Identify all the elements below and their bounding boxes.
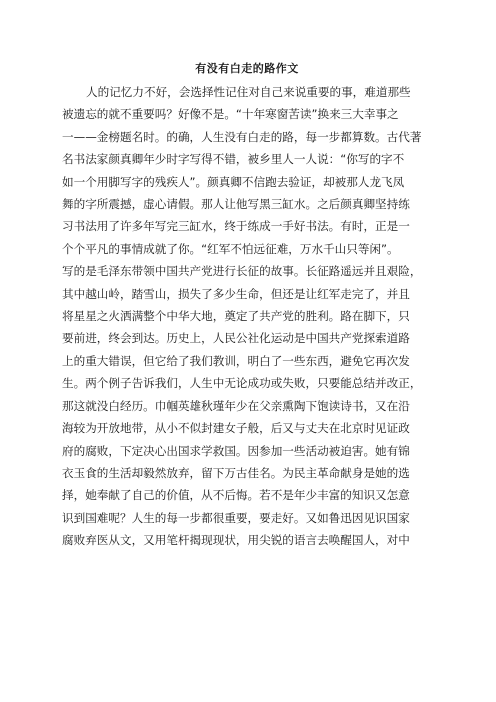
essay-line: 个个平凡的事情成就了你。“红军不怕远征难，万水千山只等闲”。 — [62, 241, 399, 256]
essay-line: 上的重大错误，但它给了我们教训，明白了一些东西，避免它再次发 — [62, 353, 410, 368]
essay-line: 府的腐败，下定决心出国求学救国。因参加一些活动被迫害。她有锦 — [62, 443, 410, 458]
essay-line: 被遗忘的就不重要吗？好像不是。“十年寒窗苦读”换来三大幸事之 — [62, 107, 399, 122]
essay-line: 衣玉食的生活却毅然放弃，留下万古佳名。为民主革命献身是她的选 — [62, 465, 410, 480]
essay-line: 如一个用脚写字的残疾人”。颜真卿不信跑去验证，却被那人龙飞凤 — [62, 174, 405, 189]
essay-line: 海较为开放地带，从小不似封建女子般，后又与丈夫在北京时见证政 — [62, 421, 410, 436]
essay-line: 生。两个例子告诉我们，人生中无论成功或失败，只要能总结并改正， — [62, 376, 422, 391]
essay-line: 习书法用了许多年写完三缸水，终于练成一手好书法。有时，正是一 — [62, 219, 410, 234]
essay-line: 腐败弃医从文，又用笔杆揭现现状，用尖锐的语言去唤醒国人，对中 — [62, 533, 410, 548]
essay-line: 那这就没白经历。巾帼英雄秋瑾年少在父亲熏陶下饱读诗书，又在沿 — [62, 398, 410, 413]
essay-body — [62, 81, 432, 552]
essay-line: 写的是毛泽东带领中国共产党进行长征的故事。长征路遥远并且艰险， — [62, 264, 422, 279]
essay-line: 要前进，终会到达。历史上，人民公社化运动是中国共产党探索道路 — [62, 331, 410, 346]
essay-line: 择，她奉献了自己的价值，从不后悔。若不是年少丰富的知识又怎意 — [62, 488, 410, 503]
essay-line: 舞的字所震撼，虚心请假。那人让他写黑三缸水。之后颜真卿坚持练 — [62, 197, 410, 212]
essay-line: 其中越山岭，踏雪山，损失了多少生命，但还是让红军走完了，并且 — [62, 286, 410, 301]
essay-line: 将星星之火洒满整个中华大地，奠定了共产党的胜利。路在脚下，只 — [62, 309, 410, 324]
page-title: 有没有白走的路作文 — [195, 62, 299, 75]
essay-line: 名书法家颜真卿年少时字写得不错，被乡里人一人说：“你写的字不 — [62, 152, 405, 167]
essay-line: 人的记忆力不好，会选择性记住对自己来说重要的事，难道那些 — [86, 85, 411, 99]
essay-line: 识到国难呢？人生的每一步都很重要，要走好。又如鲁迅因见识国家 — [62, 510, 410, 525]
essay-line: 一——金榜题名时。的确，人生没有白走的路，每一步都算数。古代著 — [62, 129, 422, 144]
